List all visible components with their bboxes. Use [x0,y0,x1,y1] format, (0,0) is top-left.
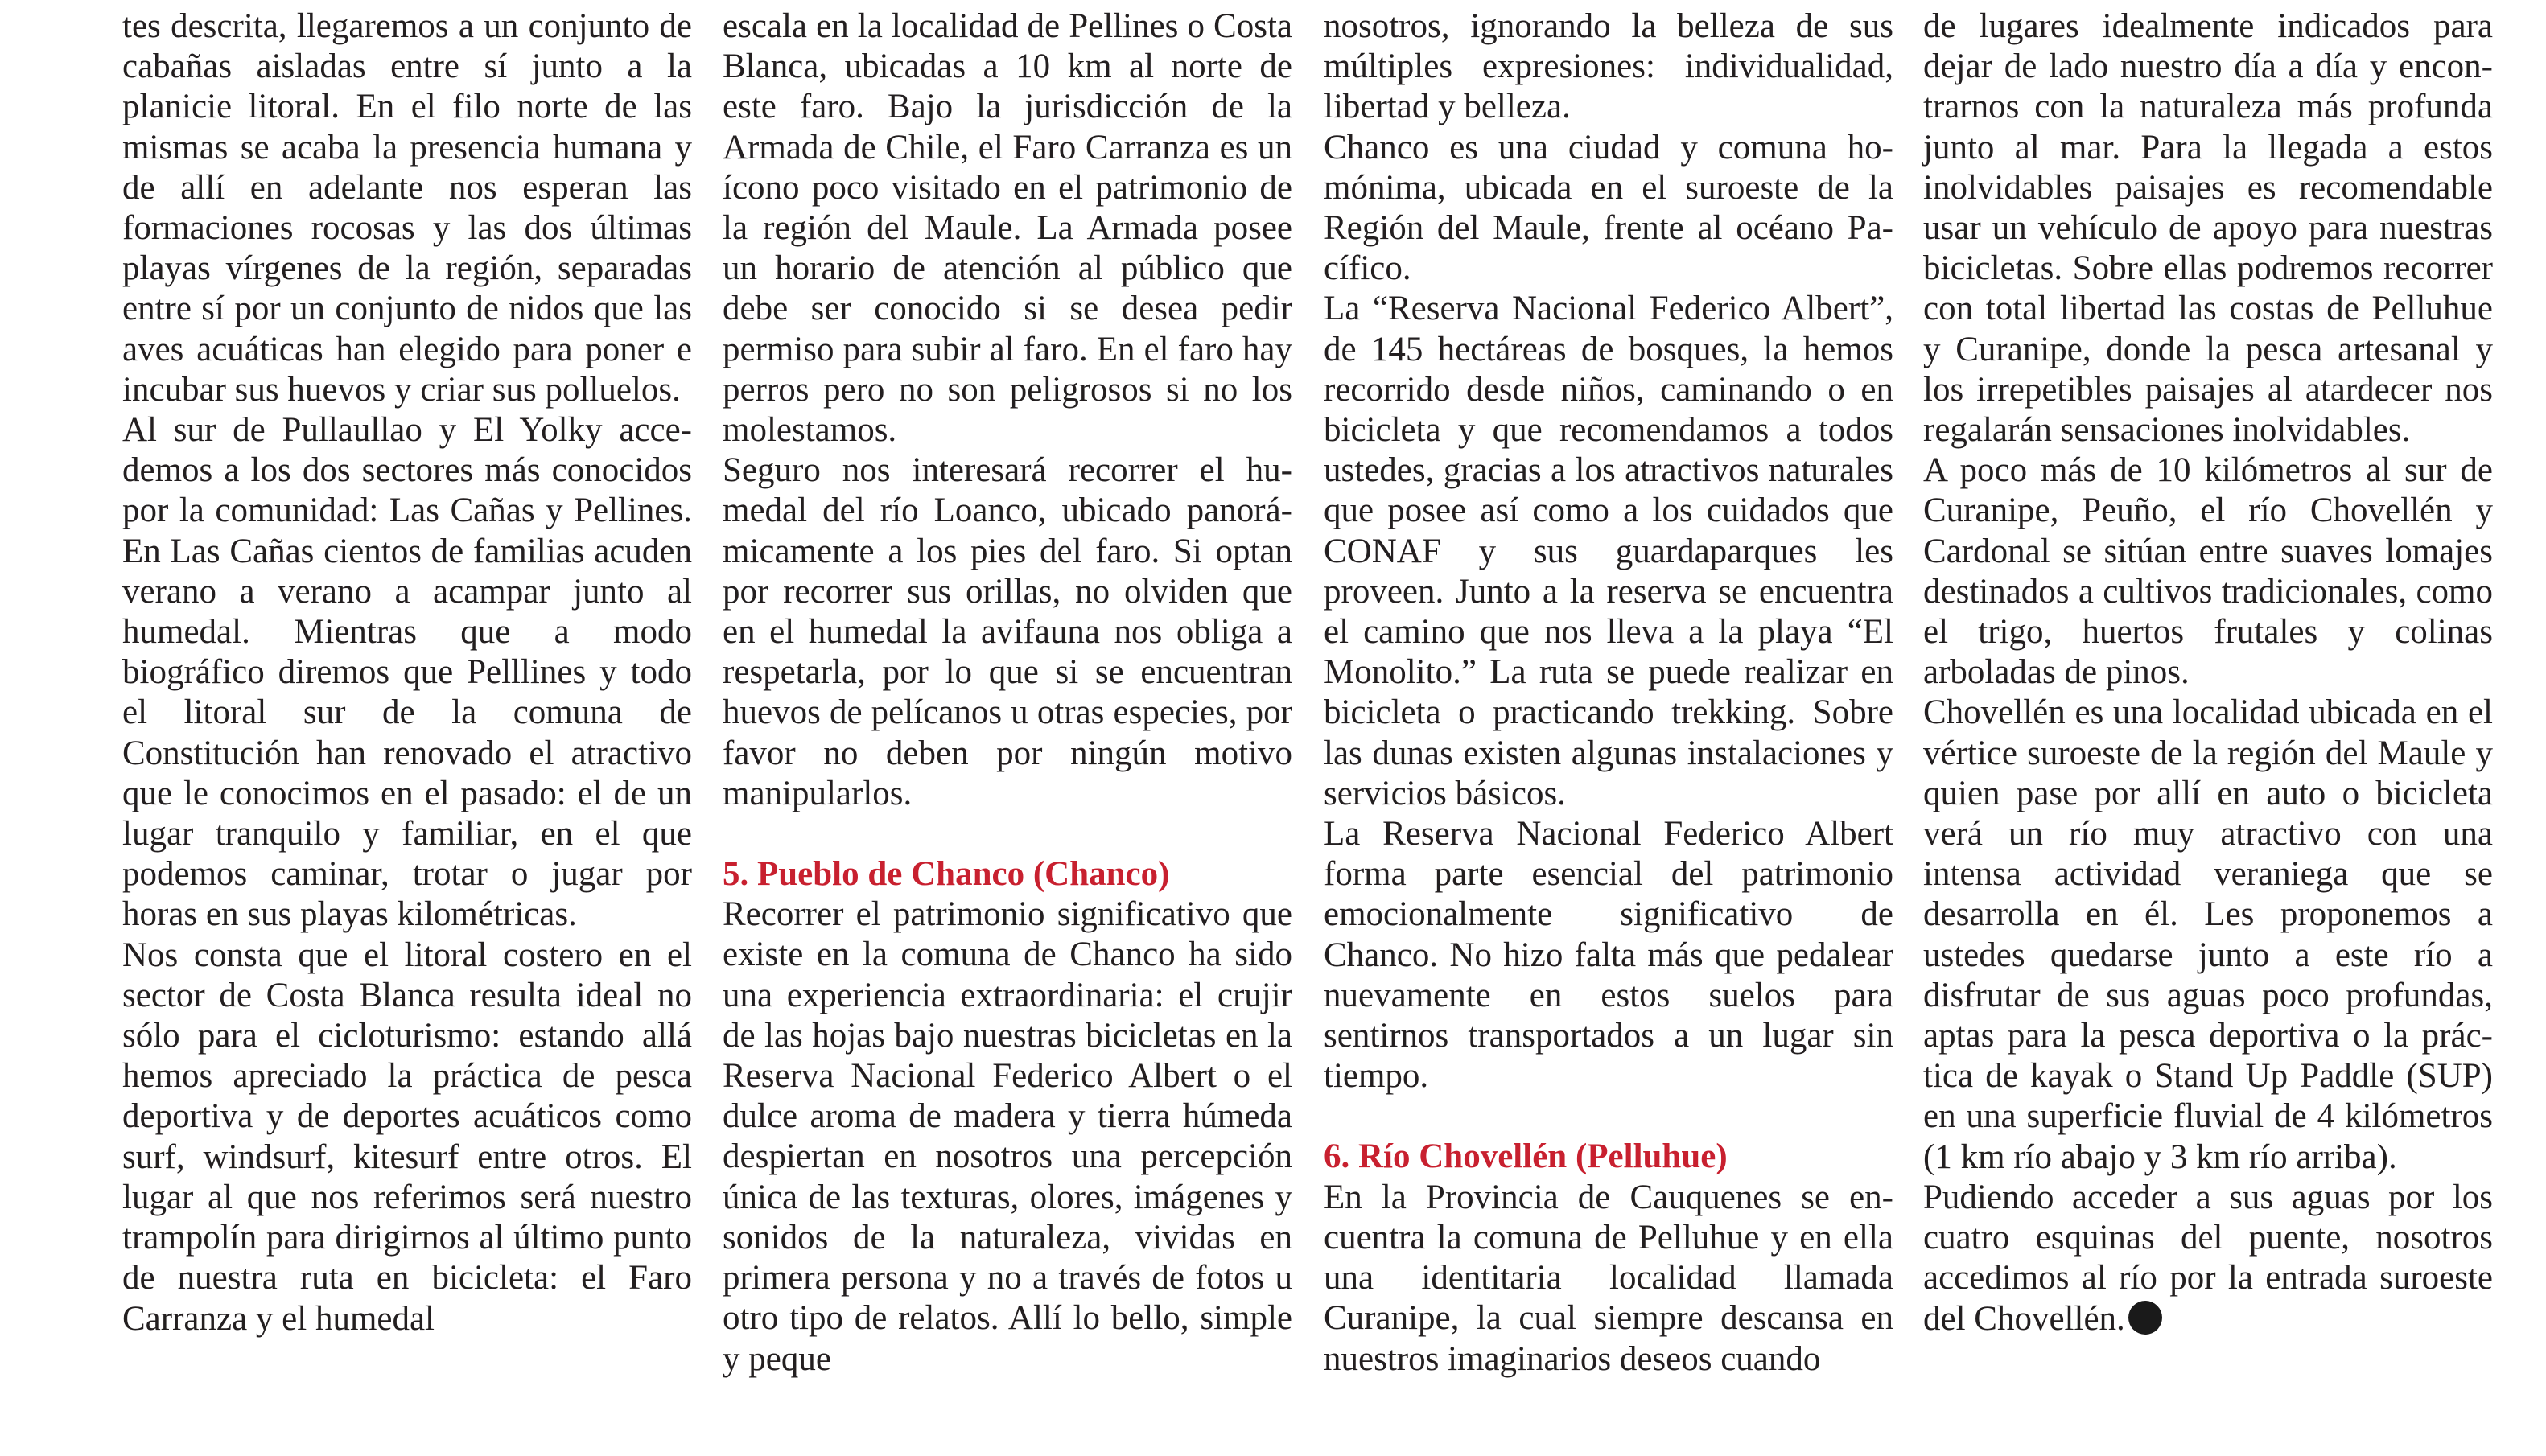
text-column-2 [723,6,1292,1380]
text-column-4 [1923,6,2493,1339]
body-paragraph: Chanco es una ciudad y comuna homónima, ubicada en el suroeste de la Región del Maule, frente al océano Pacífico. [1324,128,1893,288]
body-paragraph: nosotros, ignorando la belleza de sus múltiples expresiones: individualidad, libertad y belleza. [1324,7,1893,126]
body-paragraph: La Reserva Nacional Federico Albert forma parte esencial del patrimonio emocionalmente significativo de Chanco. No hizo falta más que pedalear nuevamente en estos suelos para sentirnos transportados a un lugar sin tiempo. [1324,815,1893,1096]
body-paragraph: La “Reserva Nacional Federico Albert”, de 145 hectáreas de bosques, la hemos recorrido desde niños, caminando o en bicicleta y que recomendamos a todos ustedes, gracias a los atractivos naturales que posee así como a los cuidados que CONAF y sus guardaparques les proveen. Junto a la reserva se encuentra el camino que nos lleva a la playa “El Monolito.” La ruta se puede realizar en bicicleta o practicando trekking. Sobre las dunas existen algunas instalaciones y servicios básicos. [1324,290,1893,812]
body-paragraph: escala en la localidad de Pellines o Costa Blanca, ubicadas a 10 km al norte de este faro. Bajo la jurisdicción de la Armada de Chile, el Faro Carranza es un ícono poco visitado en el patrimonio de la región del Maule. La Armada posee un horario de atención al público que debe ser conocido si se desea pedir permiso para subir al faro. En el faro hay perros pero no son peligrosos si no los molestamos. [723,7,1292,450]
end-of-article-icon [2128,1301,2162,1335]
body-paragraph: tes descrita, llegaremos a un conjunto de cabañas aisladas entre sí junto a la planicie litoral. En el filo norte de las mismas se acaba la presencia humana y de allí en adelante nos esperan las formaciones rocosas y las dos últimas playas vírgenes de la región, separadas entre sí por un conjunto de nidos que las aves acuáticas han elegido para poner e incubar sus huevos y criar sus polluelos. [122,7,692,409]
section-heading-chanco: 5. Pueblo de Chanco (Chanco) [723,855,1170,894]
final-paragraph [1923,1178,2493,1339]
body-paragraph: Nos consta que el litoral costero en el sector de Costa Blanca resulta ideal no sólo para el cicloturismo: estando allá hemos apreciado la práctica de pesca deportiva y de deportes acuáticos como surf, windsurf, kitesurf entre otros. El lugar al que nos referimos será nuestro trampolín para dirigirnos al último punto de nuestra ruta en bicicleta: el Faro Carranza y el humedal [122,936,692,1338]
body-paragraph: Recorrer el patrimonio significativo que existe en la comuna de Chanco ha sido una experiencia extraordinaria: el crujir de las hojas bajo nuestras bicicletas en la Reserva Nacional Federico Albert o el dulce aroma de madera y tierra húmeda despiertan en nosotros una percepción única de las texturas, olores, imágenes y sonidos de la naturaleza, vividas en primera persona y no a través de fotos u otro tipo de relatos. Allí lo bello, simple y peque [723,895,1292,1378]
body-paragraph: Seguro nos interesará recorrer el humedal del río Loanco, ubicado panorámicamente a los pies del faro. Si optan por recorrer sus orillas, no olviden que en el humedal la avifauna nos obliga a respetarla, por lo que si se encuentran huevos de pelícanos u otras especies, por favor no deben por ningún motivo manipularlos. [723,451,1292,812]
final-paragraph-text: Pudiendo acceder a sus aguas por los cuatro esquinas del puente, nosotros accedimos al río por la entrada suroeste del Chovellén. [1923,1178,2493,1338]
section-heading-chovellen: 6. Río Chovellén (Pelluhue) [1324,1137,1728,1176]
body-paragraph: Chovellén es una localidad ubicada en el vértice suroeste de la región del Maule y quien pase por allí en auto o bicicleta verá un río muy atractivo con una intensa actividad veraniega que se desarrolla en él. Les proponemos a ustedes quedarse junto a este río a disfrutar de sus aguas poco profundas, aptas para la pesca deportiva o la práctica de kayak o Stand Up Paddle (SUP) en una superficie fluvial de 4 kilómetros (1 km río abajo y 3 km río arriba). [1923,693,2493,1176]
body-paragraph: A poco más de 10 kilómetros al sur de Curanipe, Peuño, el río Chovellén y Cardonal se sitúan entre suaves lomajes destinados a cultivos tradicionales, como el trigo, huertos frutales y colinas arboladas de pinos. [1923,451,2493,692]
text-column-3 [1324,6,1893,1380]
body-paragraph: Al sur de Pullaullao y El Yolky accedemos a los dos sectores más conocidos por la comunidad: Las Cañas y Pellines. En Las Cañas cientos de familias acuden verano a verano a acampar junto al humedal. Mientras que a modo biográfico diremos que Pelllines y todo el litoral sur de la comuna de Constitución han renovado el atractivo que le conocimos en el pasado: el de un lugar tranquilo y familiar, en el que podemos caminar, trotar o jugar por horas en sus playas kilométricas. [122,411,692,934]
body-paragraph: de lugares idealmente indicados para dejar de lado nuestro día a día y encontrarnos con la naturaleza más profunda junto al mar. Para la llegada a estos inolvidables paisajes es recomendable usar un vehículo de apoyo para nuestras bicicletas. Sobre ellas podremos recorrer con total libertad las costas de Pelluhue y Curanipe, donde la pesca artesanal y los irrepetibles paisajes al atardecer nos regalarán sensaciones inolvidables. [1923,7,2493,450]
text-column-1 [122,6,692,1339]
body-paragraph: En la Provincia de Cauquenes se encuentra la comuna de Pelluhue y en ella una identitaria localidad llamada Curanipe, la cual siempre descansa en nuestros imaginarios deseos cuando [1324,1178,1893,1378]
